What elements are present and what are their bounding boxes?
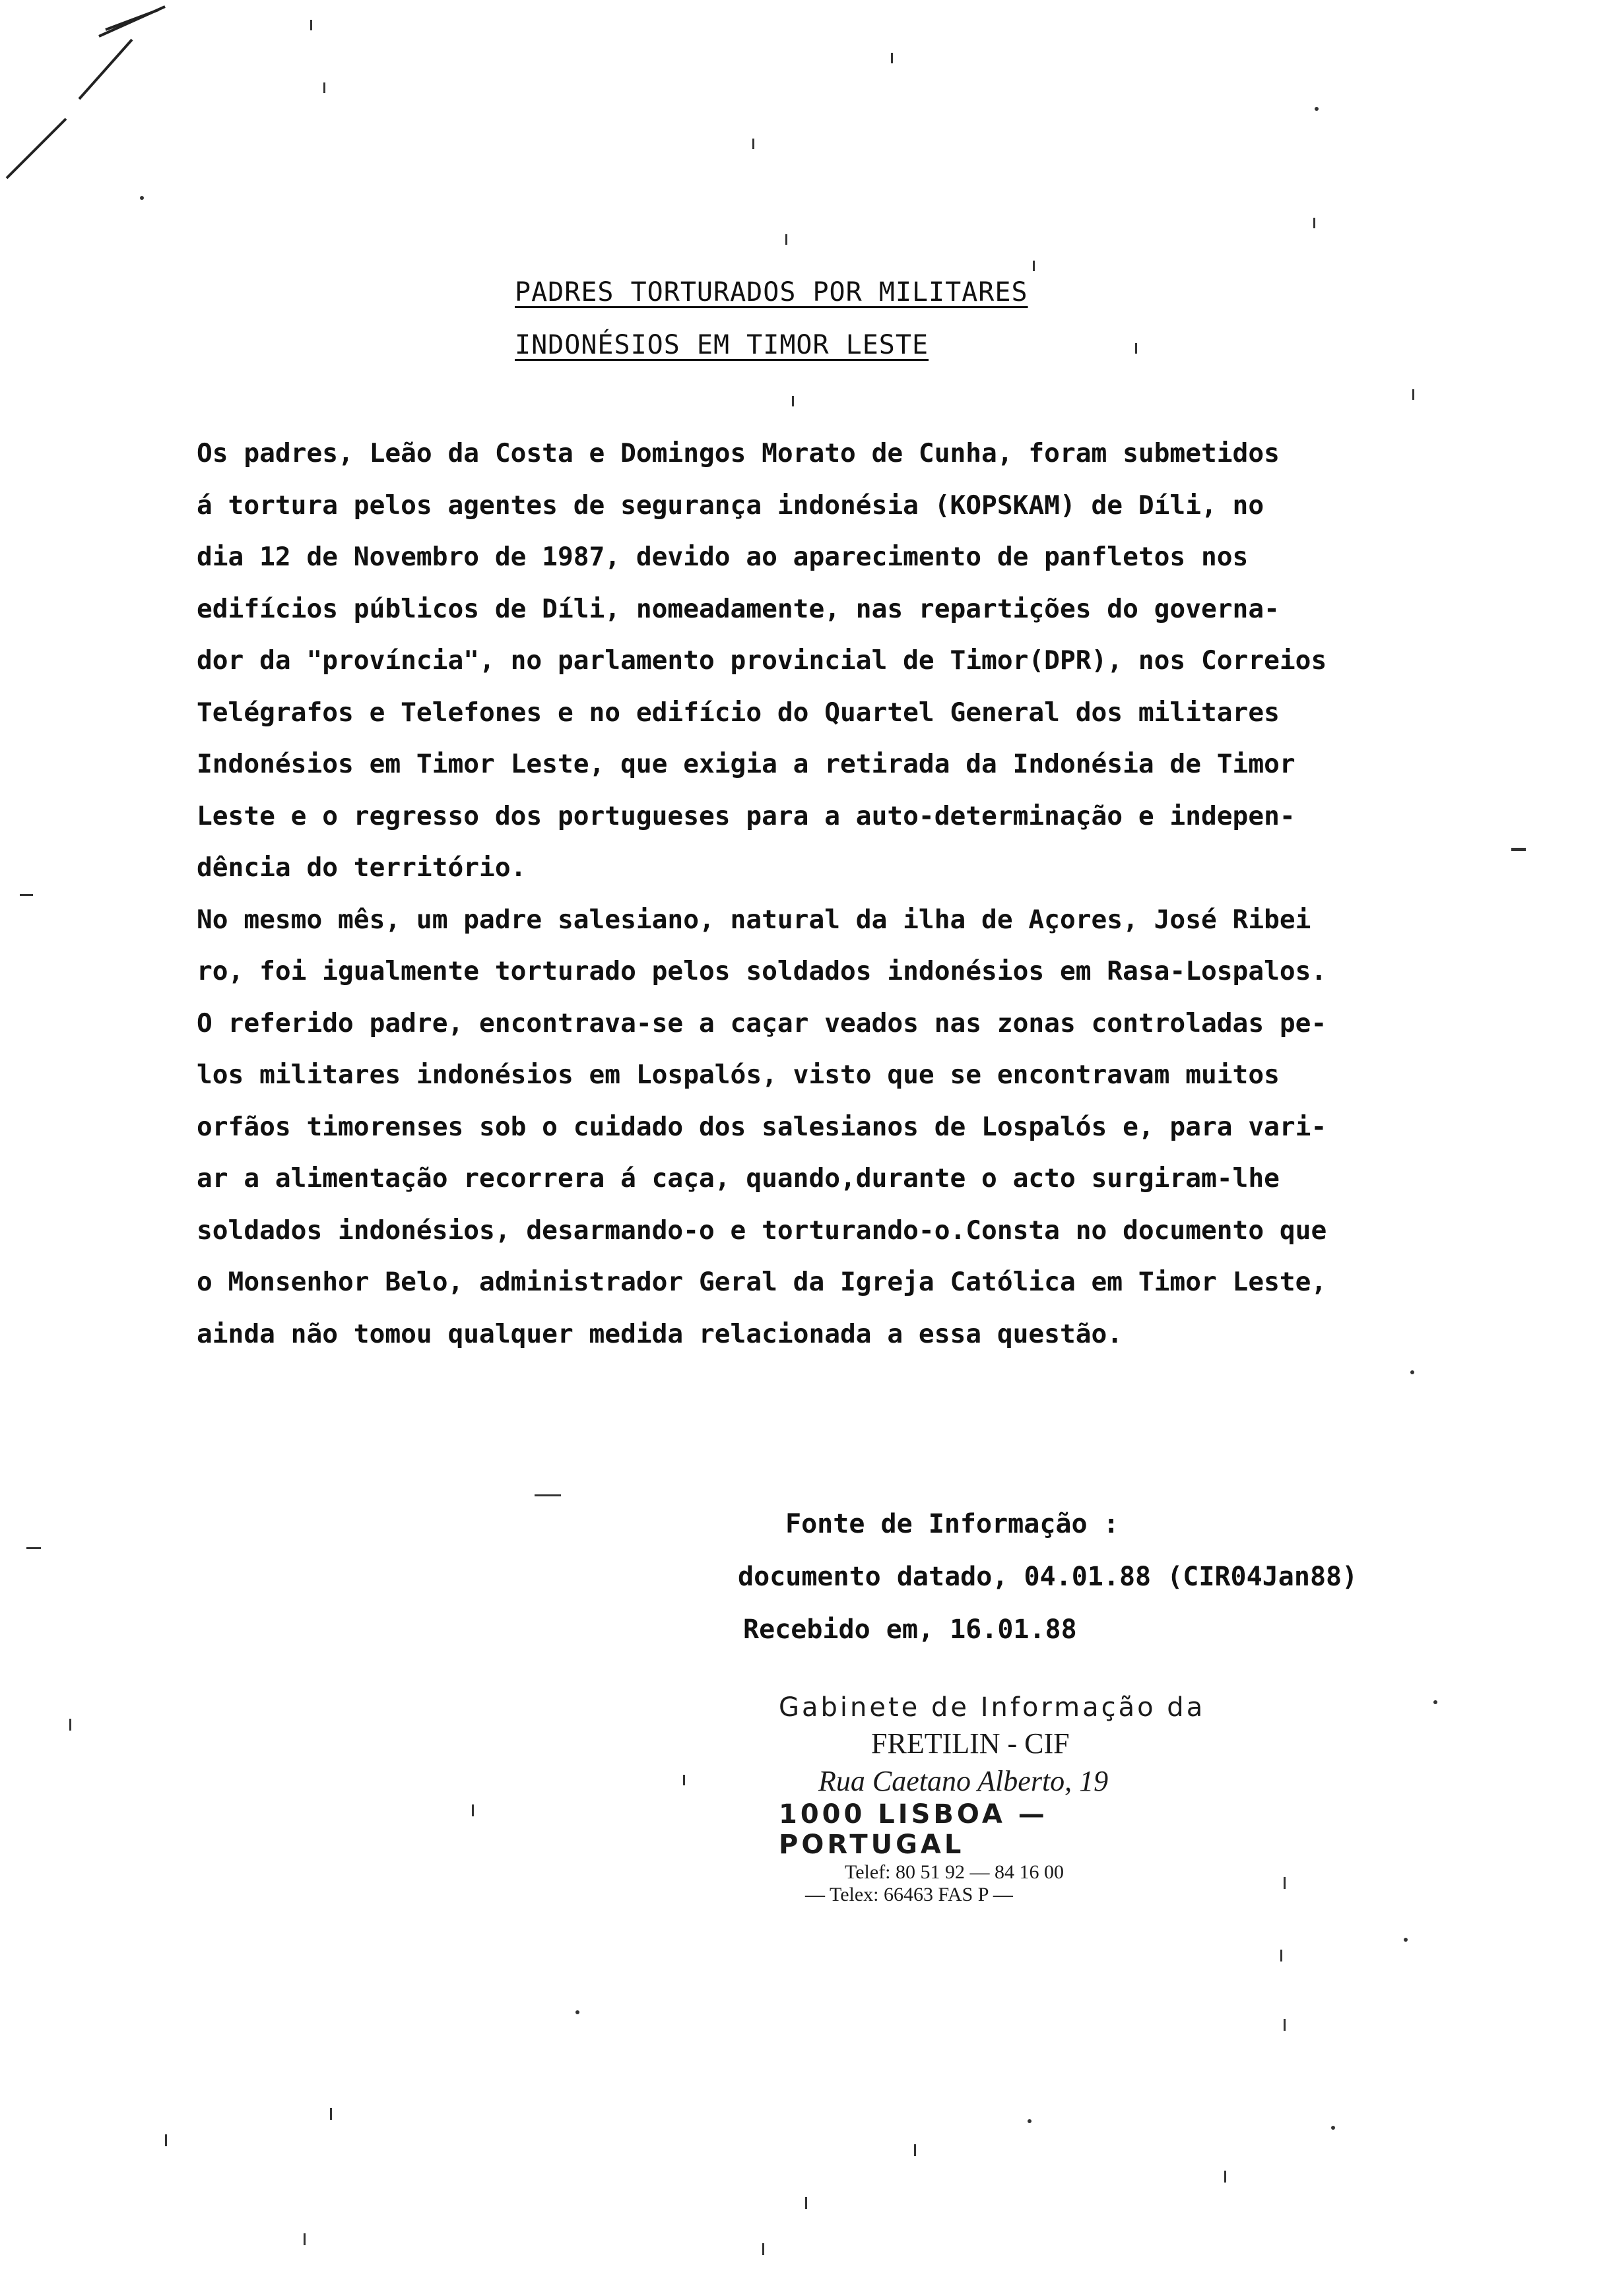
body-line: dência do território. xyxy=(197,852,527,883)
document-body xyxy=(197,428,1437,1360)
stamp-office-name: Gabinete de Informação da xyxy=(779,1692,1206,1723)
organization-stamp xyxy=(766,1692,1241,1906)
stamp-street-address: Rua Caetano Alberto, 19 xyxy=(818,1765,1109,1797)
body-line: o Monsenhor Belo, administrador Geral da Igreja Católica em Timor Leste, xyxy=(197,1267,1327,1297)
body-line: soldados indonésios, desarmando-o e torturando-o.Consta no documento que xyxy=(197,1215,1327,1246)
body-line: orfãos timorenses sob o cuidado dos salesianos de Lospalós e, para vari- xyxy=(197,1111,1327,1142)
body-line: Telégrafos e Telefones e no edifício do Quartel General dos militares xyxy=(197,697,1280,728)
source-info xyxy=(738,1498,1358,1656)
stamp-organization: FRETILIN - CIF xyxy=(871,1727,1070,1760)
body-line: Os padres, Leão da Costa e Domingos Morato de Cunha, foram submetidos xyxy=(197,438,1280,468)
document-title-line-2: INDONÉSIOS EM TIMOR LESTE xyxy=(515,330,929,360)
source-received-date: Recebido em, 16.01.88 xyxy=(743,1614,1077,1645)
source-document-date: documento datado, 04.01.88 (CIR04Jan88) xyxy=(738,1562,1358,1592)
body-line: No mesmo mês, um padre salesiano, natural da ilha de Açores, José Ribei xyxy=(197,904,1311,935)
body-line: O referido padre, encontrava-se a caçar veados nas zonas controladas pe- xyxy=(197,1007,1327,1038)
body-line: ro, foi igualmente torturado pelos soldados indonésios em Rasa-Lospalos. xyxy=(197,956,1327,986)
body-line: Leste e o regresso dos portugueses para a auto-determinação e indepen- xyxy=(197,800,1295,831)
stamp-city-country: 1000 LISBOA — PORTUGAL xyxy=(779,1799,1048,1860)
stamp-telex: — Telex: 66463 FAS P — xyxy=(805,1884,1013,1905)
body-line: los militares indonésios em Lospalós, visto que se encontravam muitos xyxy=(197,1060,1280,1090)
source-heading: Fonte de Informação : xyxy=(785,1509,1119,1539)
body-line: Indonésios em Timor Leste, que exigia a retirada da Indonésia de Timor xyxy=(197,749,1295,779)
document-title-line-1: PADRES TORTURADOS POR MILITARES xyxy=(515,277,1028,307)
body-line: á tortura pelos agentes de segurança indonésia (KOPSKAM) de Díli, no xyxy=(197,490,1264,521)
stamp-telephone: Telef: 80 51 92 — 84 16 00 xyxy=(845,1861,1065,1883)
body-line: dor da "província", no parlamento provincial de Timor(DPR), nos Correios xyxy=(197,645,1327,676)
body-line: ar a alimentação recorrera á caça, quando,durante o acto surgiram-lhe xyxy=(197,1163,1280,1194)
body-line: ainda não tomou qualquer medida relacionada a essa questão. xyxy=(197,1318,1123,1349)
body-line: dia 12 de Novembro de 1987, devido ao aparecimento de panfletos nos xyxy=(197,542,1249,572)
corner-scratch-marks xyxy=(7,7,165,178)
body-line: edifícios públicos de Díli, nomeadamente, nas repartições do governa- xyxy=(197,593,1280,624)
